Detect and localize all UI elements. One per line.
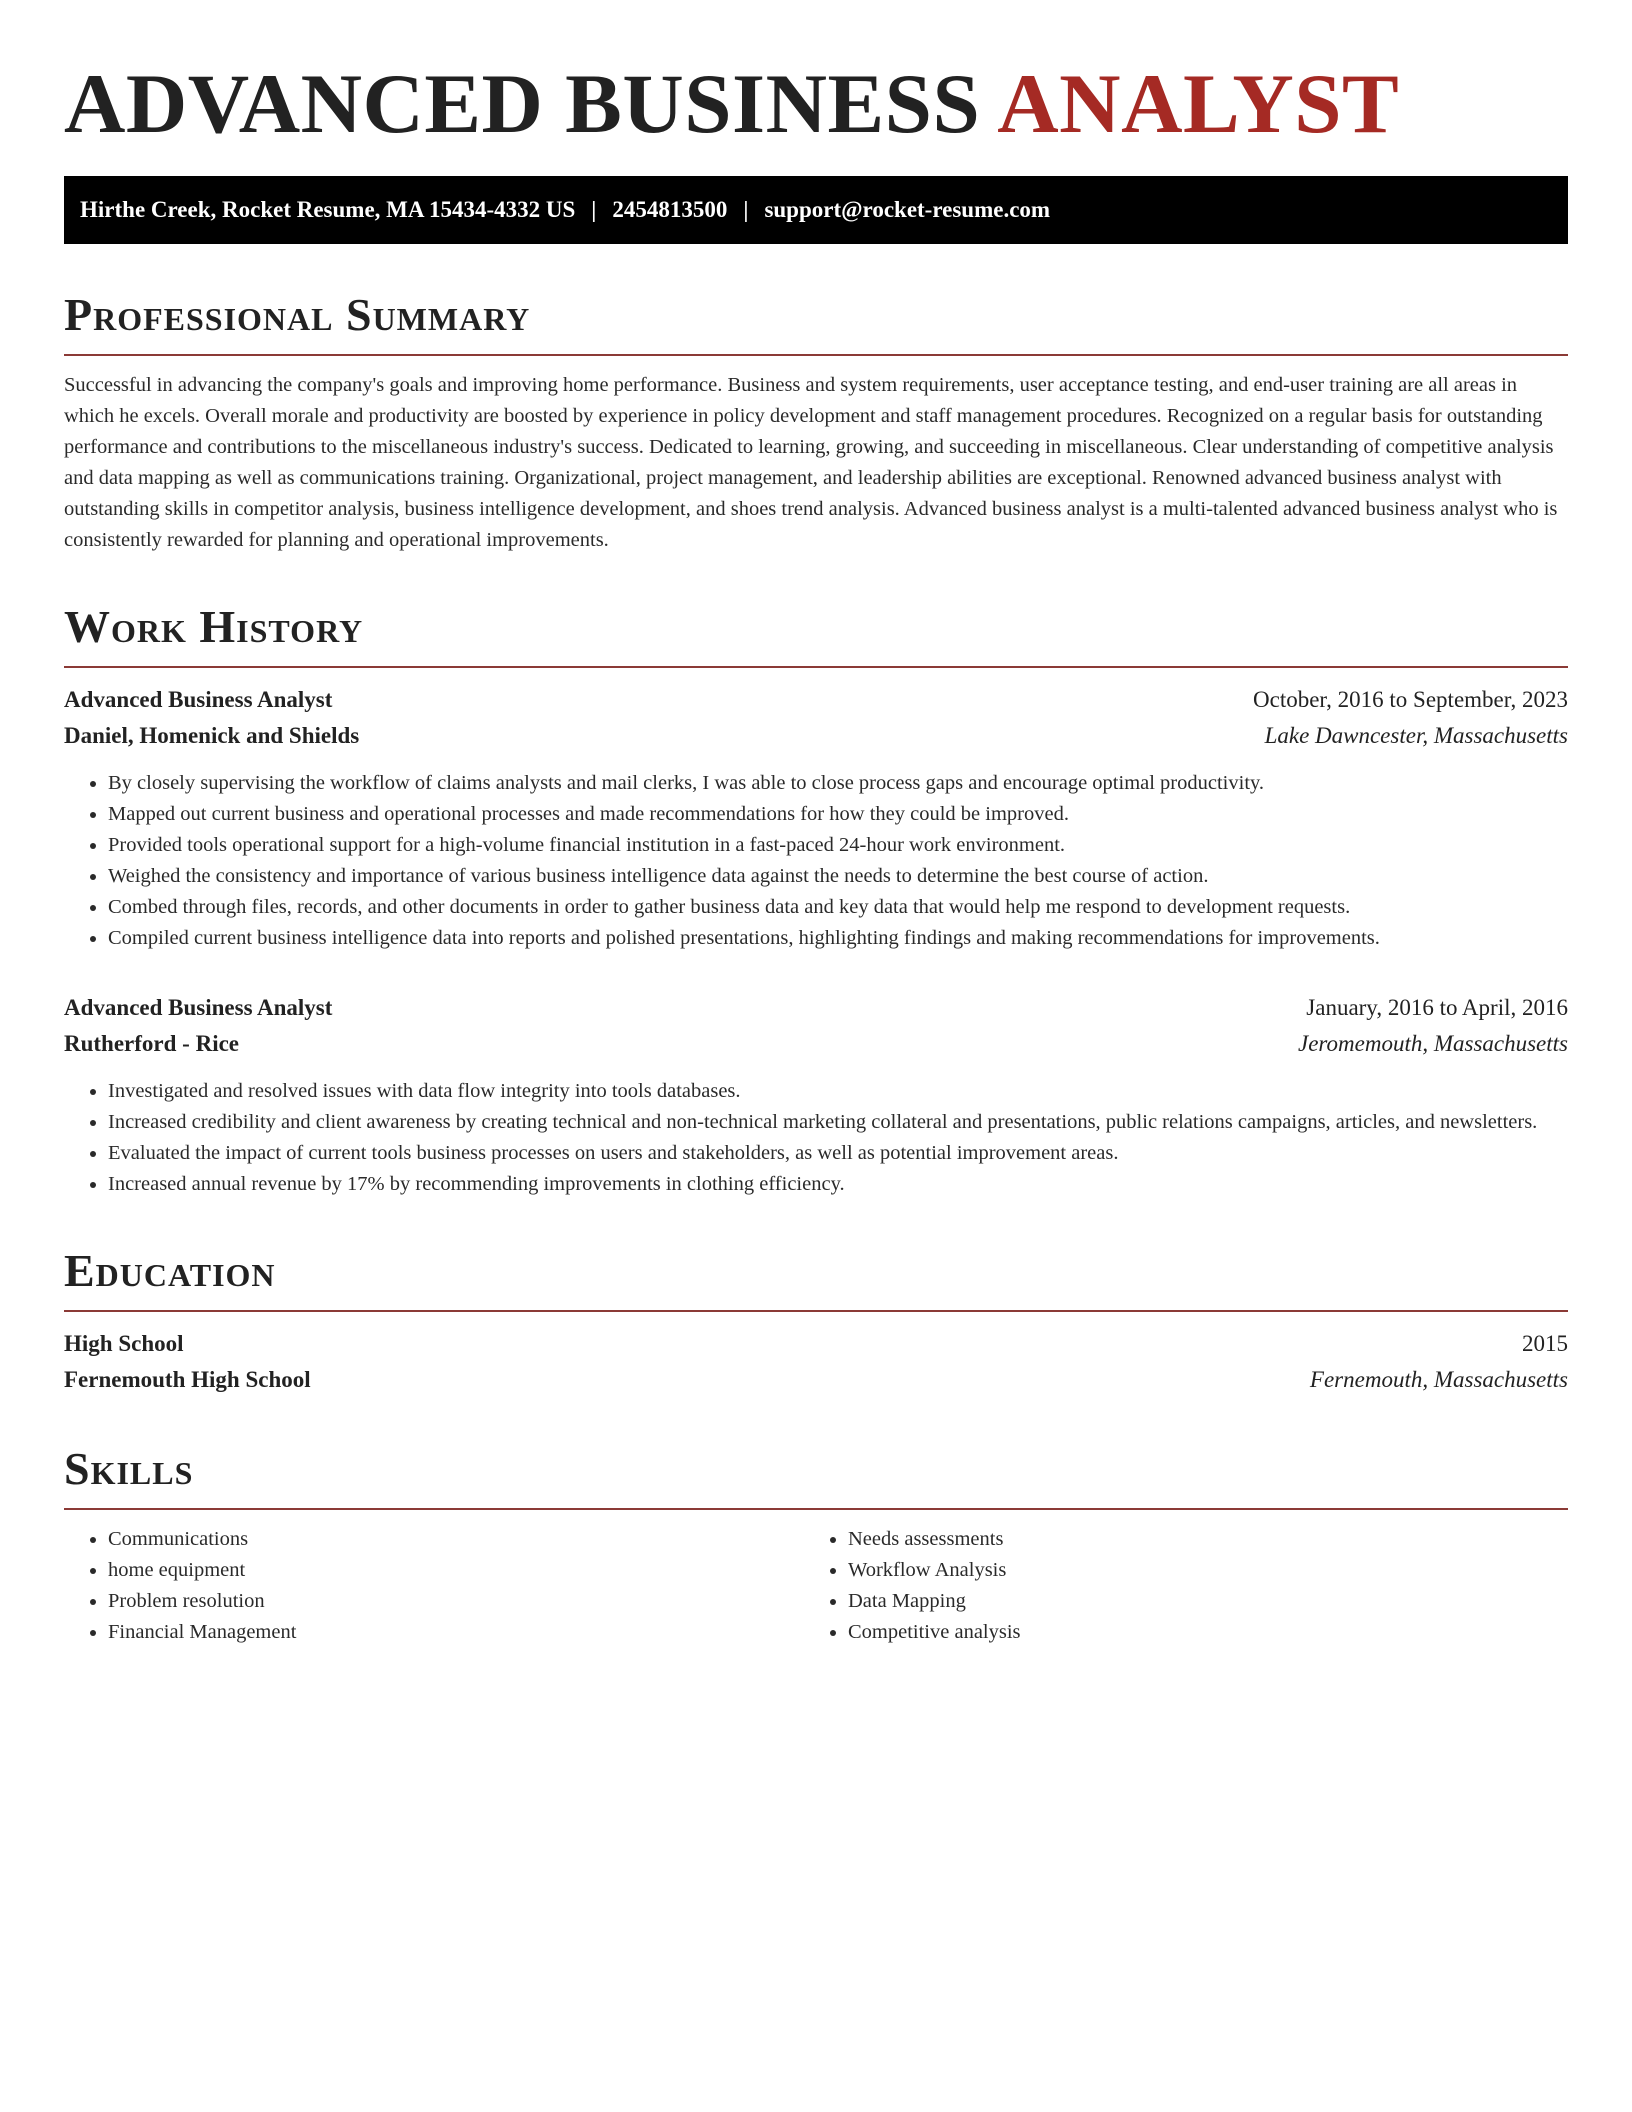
skills-list-left (64, 1524, 804, 1648)
job-bullet: • Evaluated the impact of current tools business processes on users and stakeholders, as well as potential improvement areas. (108, 1138, 1568, 1169)
title-accent: ANALYST (997, 57, 1400, 151)
job-bullet: • Combed through files, records, and other documents in order to gather business data and key data that would help me respond to development requests. (108, 892, 1568, 923)
contact-separator: | (591, 197, 597, 222)
summary-heading: Professional Summary (64, 289, 531, 340)
contact-address: Hirthe Creek, Rocket Resume, MA 15434-4332 US (80, 197, 576, 222)
skills-list-right (804, 1524, 1544, 1648)
work-history-section (64, 602, 1568, 1200)
education-school-row (64, 1362, 1568, 1398)
resume-title (64, 0, 1568, 176)
education-heading: Education (64, 1245, 276, 1296)
job-bullets (64, 768, 1568, 954)
section-divider (64, 666, 1568, 668)
contact-separator: | (743, 197, 749, 222)
job-company-row (64, 718, 1568, 754)
education-location: Fernemouth, Massachusetts (1309, 1367, 1568, 1392)
skill-item: • home equipment (108, 1555, 804, 1586)
skill-item: • Workflow Analysis (848, 1555, 1544, 1586)
section-divider (64, 1508, 1568, 1510)
job-location: Jeromemouth, Massachusetts (1298, 1031, 1568, 1056)
education-entry (64, 1326, 1568, 1398)
contact-email: support@rocket-resume.com (764, 197, 1051, 222)
job-bullet: • Provided tools operational support for a high-volume financial institution in a fast-paced 24-hour work environment. (108, 830, 1568, 861)
job-dates: January, 2016 to April, 2016 (1306, 995, 1568, 1020)
summary-text: Successful in advancing the company's goals and improving home performance. Business and system requirements, user acceptance testing, and end-user training are all areas in which he excels. Overall morale and productivity are boosted by experience in policy development and staff management procedures. Recognized on a regular basis for outstanding performance and contributions to the miscellaneous industry's success. Dedicated to learning, growing, and succeeding in miscellaneous. Clear understanding of competitive analysis and data mapping as well as communications training. Organizational, project management, and leadership abilities are exceptional. Renowned advanced business analyst with outstanding skills in competitor analysis, business intelligence development, and shoes trend analysis. Advanced business analyst is a multi-talented advanced business analyst who is consistently rewarded for planning and operational improvements. (64, 374, 1558, 551)
job-location: Lake Dawncester, Massachusetts (1264, 723, 1568, 748)
job-title: Advanced Business Analyst (64, 687, 333, 712)
skills-section (64, 1444, 1568, 1648)
job-bullet: • Weighed the consistency and importance of various business intelligence data against the needs to determine the best course of action. (108, 861, 1568, 892)
resume-page (64, 0, 1568, 1648)
job-entry (64, 682, 1568, 954)
job-bullet: • Increased credibility and client awareness by creating technical and non-technical marketing collateral and presentations, public relations campaigns, articles, and newsletters. (108, 1107, 1568, 1138)
job-title: Advanced Business Analyst (64, 995, 333, 1020)
skill-item: • Needs assessments (848, 1524, 1544, 1555)
section-divider (64, 1310, 1568, 1312)
skill-item: • Financial Management (108, 1617, 804, 1648)
skill-item: • Problem resolution (108, 1586, 804, 1617)
job-bullet: • Compiled current business intelligence data into reports and polished presentations, highlighting findings and making recommendations for improvements. (108, 923, 1568, 954)
job-bullet: • Investigated and resolved issues with data flow integrity into tools databases. (108, 1076, 1568, 1107)
education-year: 2015 (1522, 1331, 1568, 1356)
job-company: Rutherford - Rice (64, 1031, 240, 1056)
job-bullets (64, 1076, 1568, 1200)
job-header-row (64, 682, 1568, 718)
contact-phone: 2454813500 (612, 197, 728, 222)
education-degree: High School (64, 1331, 184, 1356)
summary-section (64, 290, 1568, 556)
education-section (64, 1246, 1568, 1398)
title-main: ADVANCED BUSINESS (64, 57, 981, 151)
contact-bar (64, 176, 1568, 244)
job-bullet: • Increased annual revenue by 17% by recommending improvements in clothing efficiency. (108, 1169, 1568, 1200)
job-bullet: • By closely supervising the workflow of claims analysts and mail clerks, I was able to close process gaps and encourage optimal productivity. (108, 768, 1568, 799)
job-entry (64, 990, 1568, 1200)
skill-item: • Competitive analysis (848, 1617, 1544, 1648)
skill-item: • Communications (108, 1524, 804, 1555)
education-header-row (64, 1326, 1568, 1362)
job-company-row (64, 1026, 1568, 1062)
section-divider (64, 354, 1568, 356)
job-bullet: • Mapped out current business and operational processes and made recommendations for how they could be improved. (108, 799, 1568, 830)
job-header-row (64, 990, 1568, 1026)
education-school: Fernemouth High School (64, 1367, 311, 1392)
job-dates: October, 2016 to September, 2023 (1253, 687, 1568, 712)
work-history-heading: Work History (64, 601, 364, 652)
skills-heading: Skills (64, 1443, 194, 1494)
skill-item: • Data Mapping (848, 1586, 1544, 1617)
job-company: Daniel, Homenick and Shields (64, 723, 360, 748)
skills-columns (64, 1524, 1568, 1648)
